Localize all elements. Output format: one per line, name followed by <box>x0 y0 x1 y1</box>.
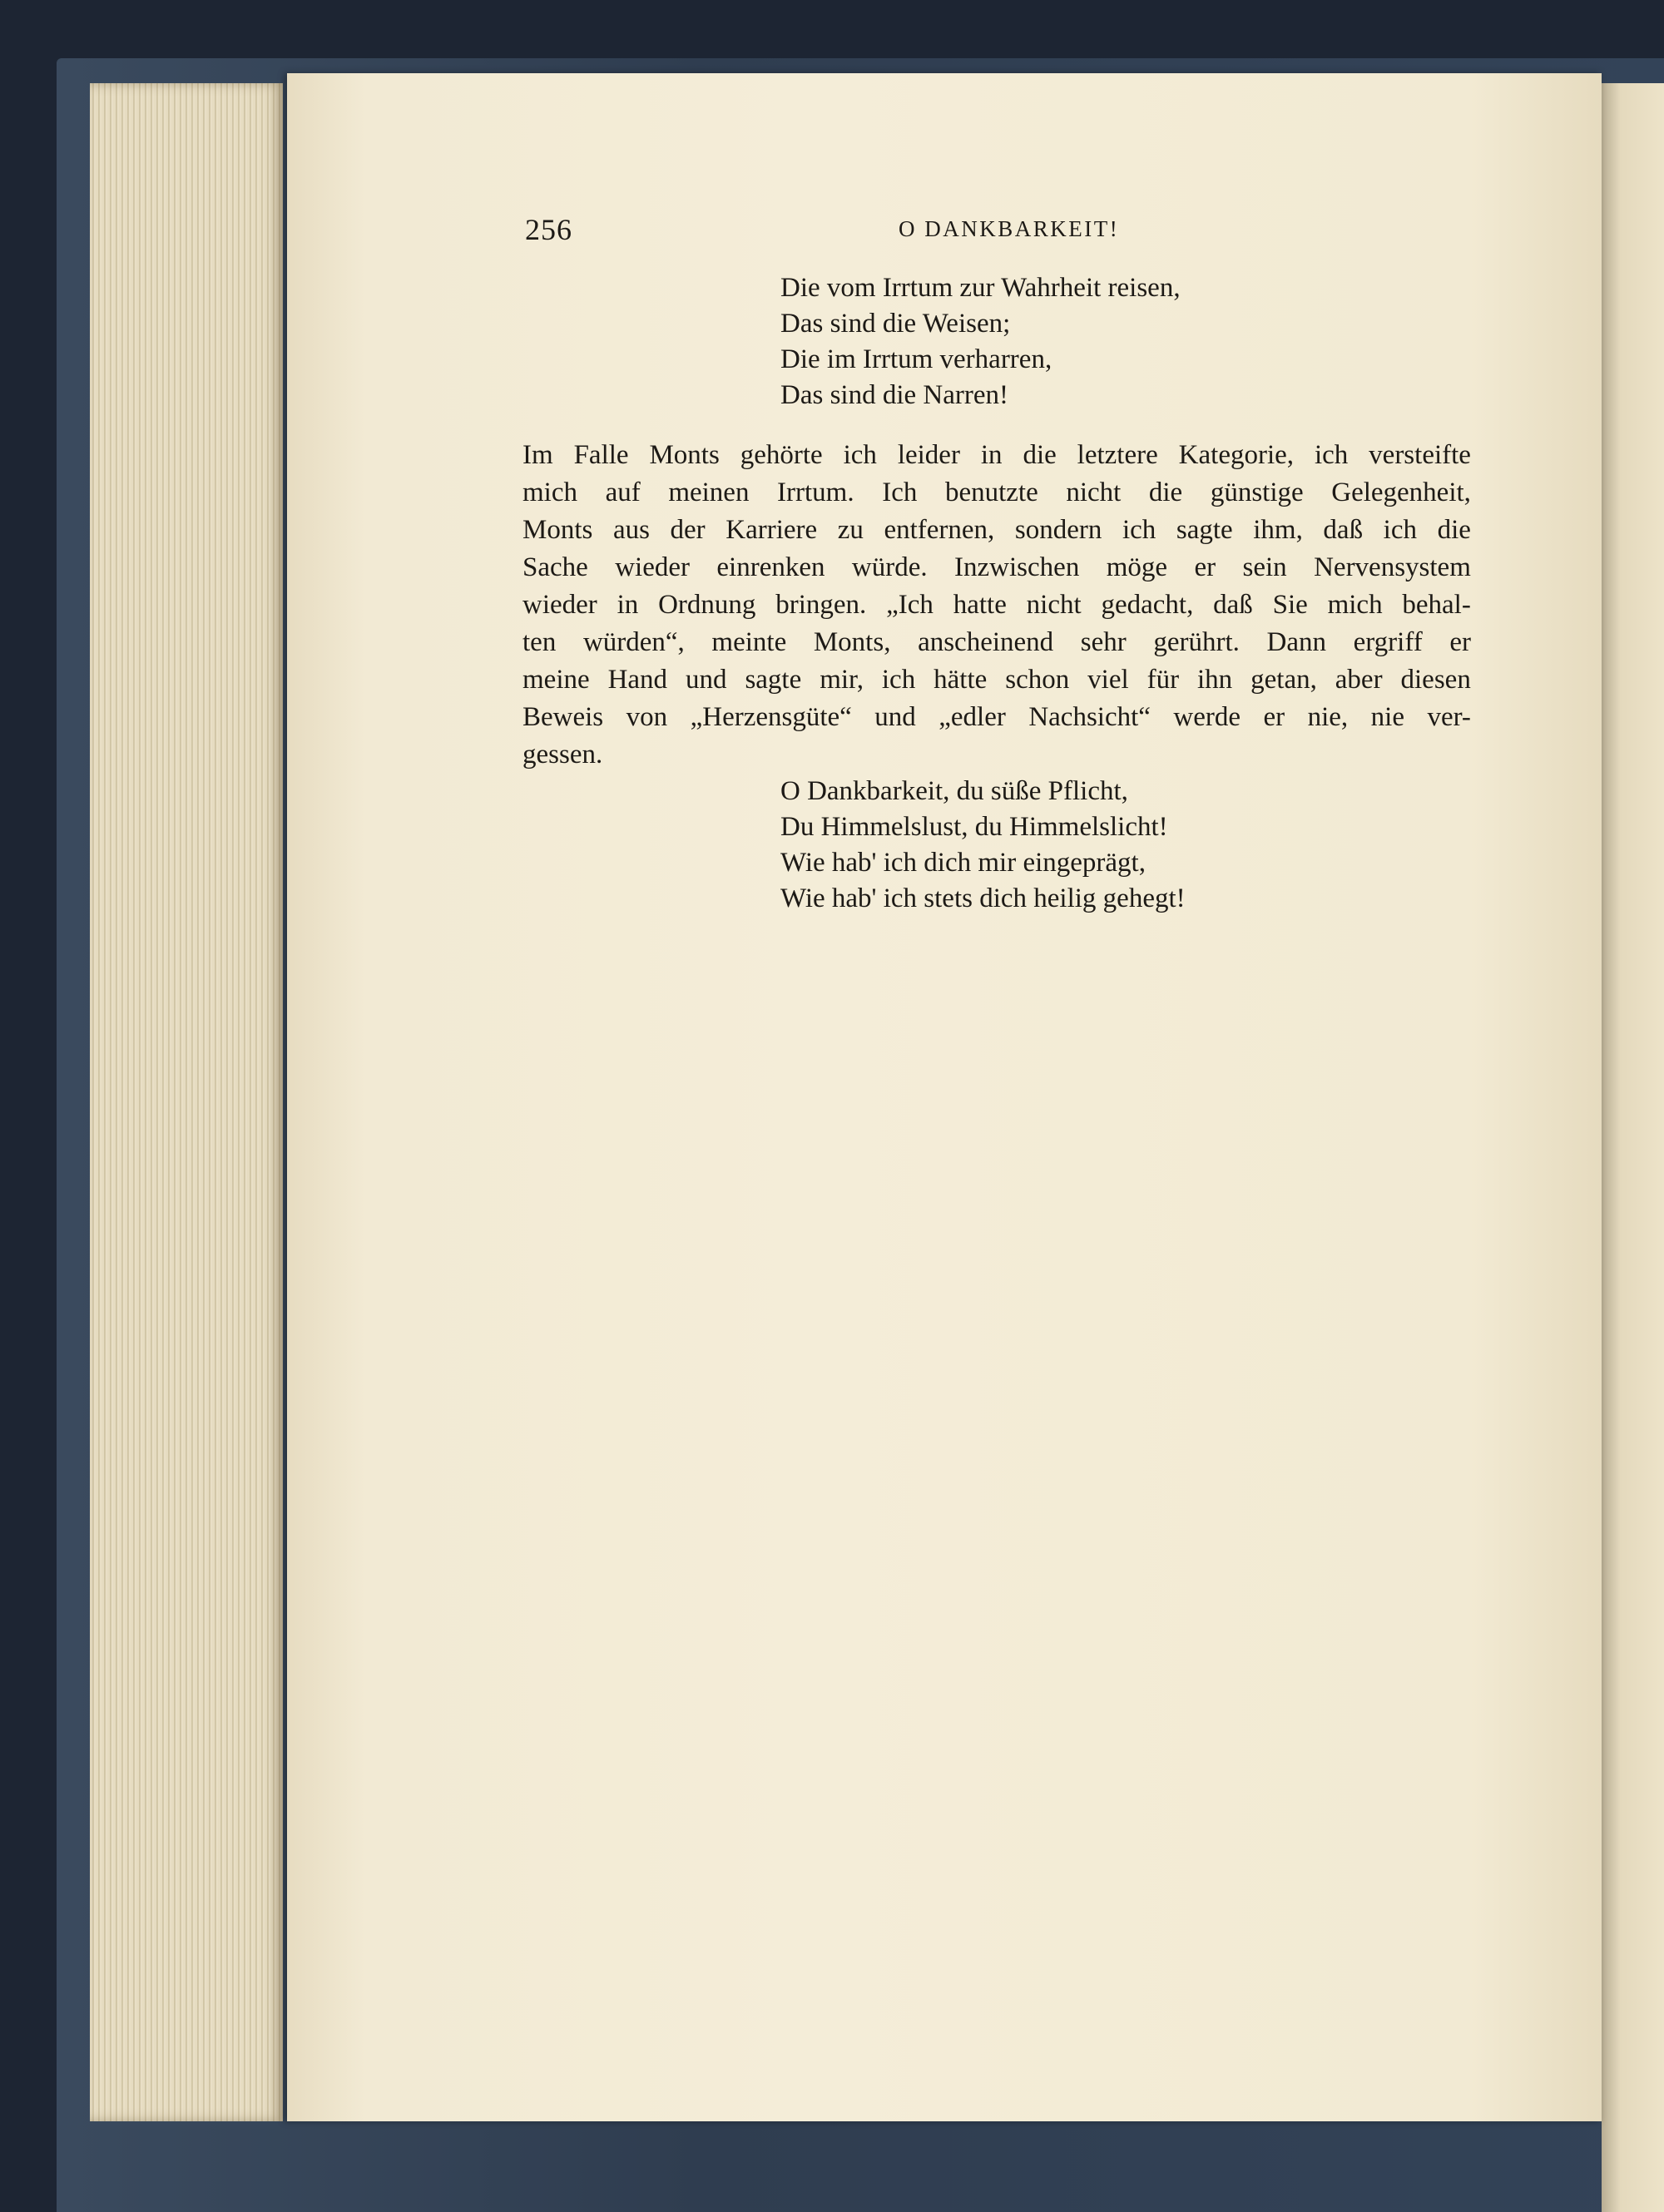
verse-line: Das sind die Weisen; <box>780 309 1011 339</box>
verse-line: Die im Irrtum verharren, <box>780 344 1052 374</box>
prose-line: Sache wieder einrenken würde. Inzwischen möge er sein Nervensystem <box>522 552 1471 582</box>
verse-line: Wie hab' ich stets dich heilig gehegt! <box>780 883 1186 913</box>
prose-line: gessen. <box>522 740 603 769</box>
verse-line: O Dankbarkeit, du süße Pflicht, <box>780 776 1128 806</box>
prose-line: Im Falle Monts gehörte ich leider in die letztere Kategorie, ich versteifte <box>522 440 1471 470</box>
prose-line: meine Hand und sagte mir, ich hätte schon viel für ihn getan, aber diesen <box>522 665 1471 695</box>
facing-page-edge <box>1602 83 1664 2212</box>
running-head: O DANKBARKEIT! <box>899 216 1120 241</box>
verse-line: Wie hab' ich dich mir eingeprägt, <box>780 848 1146 878</box>
prose-line: ten würden“, meinte Monts, anscheinend sehr gerührt. Dann ergriff er <box>522 627 1471 657</box>
verse-block-2 <box>780 774 1186 917</box>
verse-line: Das sind die Narren! <box>780 380 1008 410</box>
verse-block-1 <box>780 270 1181 413</box>
verse-line: Du Himmelslust, du Himmelslicht! <box>780 812 1168 842</box>
prose-line: wieder in Ordnung bringen. „Ich hatte nicht gedacht, daß Sie mich behal- <box>522 590 1471 620</box>
verse-line: Die vom Irrtum zur Wahrheit reisen, <box>780 273 1181 303</box>
prose-line: mich auf meinen Irrtum. Ich benutzte nicht die günstige Gelegenheit, <box>522 478 1471 507</box>
page-edges <box>90 83 283 2121</box>
page-number: 256 <box>525 213 572 246</box>
prose-line: Monts aus der Karriere zu entfernen, sondern ich sagte ihm, daß ich die <box>522 515 1471 545</box>
prose-paragraph <box>522 437 1471 774</box>
prose-line: Beweis von „Herzensgüte“ und „edler Nachsicht“ werde er nie, nie ver- <box>522 702 1471 732</box>
